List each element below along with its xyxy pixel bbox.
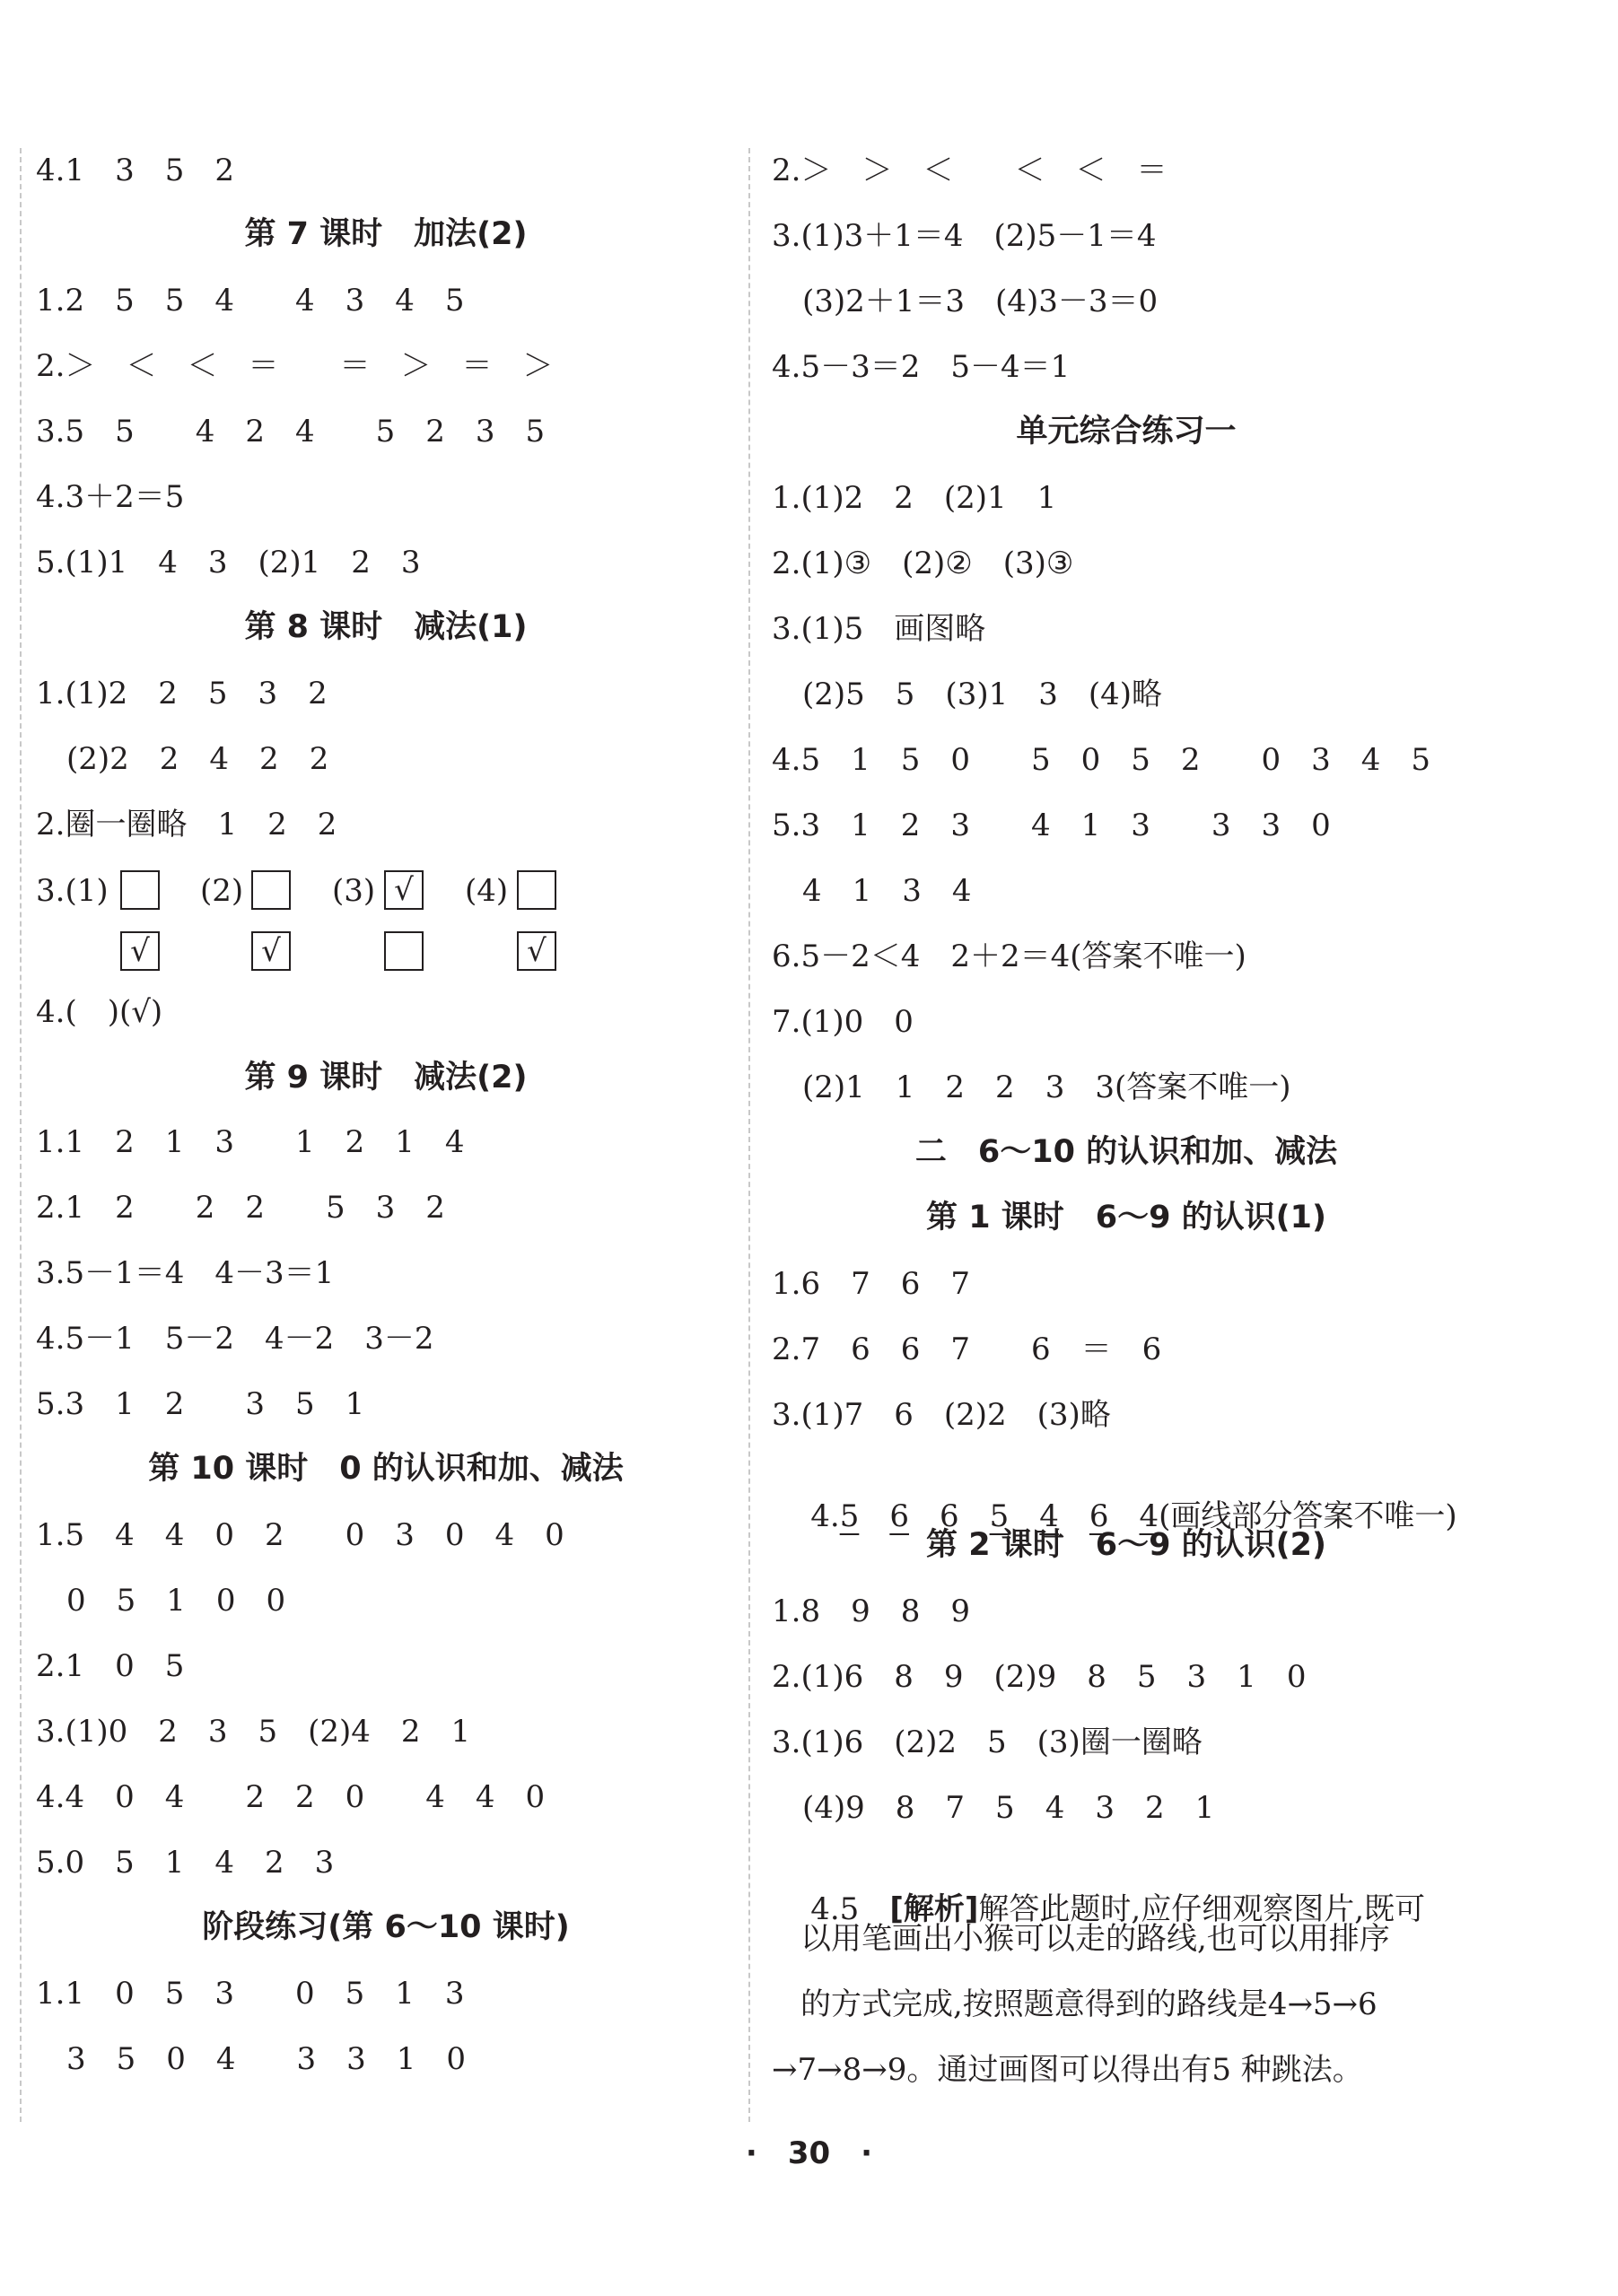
answer-box bbox=[251, 870, 291, 910]
answer-line: 1.1 2 1 3 1 2 1 4 bbox=[36, 1124, 465, 1160]
answer-line: 2.(1)6 8 9 (2)9 8 5 3 1 0 bbox=[772, 1659, 1307, 1695]
answer-line: 2.＞ ＞ ＜ ＜ ＜ ＝ bbox=[772, 153, 1168, 188]
answer-line: 3.5 5 4 2 4 5 2 3 5 bbox=[36, 414, 546, 450]
lesson-heading: 第 7 课时 加法(2) bbox=[244, 216, 528, 252]
option-label: (2) bbox=[200, 873, 244, 909]
underlined-number: 5 bbox=[989, 1498, 1010, 1534]
analysis-text: 的方式完成,按照题意得到的路线是4→5→6 bbox=[800, 1986, 1377, 2022]
question-number: 4. bbox=[810, 1498, 840, 1534]
answer-line: 4.5 1 5 0 5 0 5 2 0 3 4 5 bbox=[772, 742, 1431, 778]
answer-box: √ bbox=[384, 870, 424, 910]
lesson-heading: 第 10 课时 0 的认识和加、减法 bbox=[148, 1451, 624, 1487]
answer-box bbox=[384, 931, 424, 971]
lesson-heading: 第 9 课时 减法(2) bbox=[244, 1060, 528, 1096]
lesson-heading: 阶段练习(第 6～10 课时) bbox=[202, 1909, 570, 1945]
answer-line: 1.2 5 5 4 4 3 4 5 bbox=[36, 283, 465, 319]
question-number: 4.5 bbox=[810, 1891, 890, 1927]
lesson-heading: 第 1 课时 6～9 的认识(1) bbox=[926, 1200, 1326, 1235]
lesson-heading: 第 2 课时 6～9 的认识(2) bbox=[926, 1527, 1326, 1563]
answer-line: 3.(1)6 (2)2 5 (3)圈一圈略 bbox=[772, 1724, 1203, 1760]
answer-line: 1.6 7 6 7 bbox=[772, 1266, 970, 1302]
answer-line: 2.7 6 6 7 6 ＝ 6 bbox=[772, 1331, 1162, 1367]
answer-line: 4.1 3 5 2 bbox=[36, 153, 234, 188]
answer-line: 2.(1)③ (2)② (3)③ bbox=[772, 546, 1074, 581]
answer-line: 1.1 0 5 3 0 5 1 3 bbox=[36, 1976, 465, 2012]
answer-line: 5.3 1 2 3 4 1 3 3 3 0 bbox=[772, 808, 1331, 843]
answer-line: (4)9 8 7 5 4 3 2 1 bbox=[772, 1790, 1215, 1826]
underlined-number: 6 bbox=[889, 1498, 909, 1534]
answer-box: √ bbox=[120, 931, 160, 971]
underlined-number: 4 bbox=[1039, 1498, 1059, 1534]
number: 6 bbox=[939, 1498, 959, 1534]
answer-line: 5.3 1 2 3 5 1 bbox=[36, 1386, 365, 1422]
answer-line: 3.(1)3＋1＝4 (2)5－1＝4 bbox=[772, 218, 1157, 254]
answer-box: √ bbox=[517, 931, 556, 971]
answer-line: 3 5 0 4 3 3 1 0 bbox=[36, 2041, 467, 2077]
column-divider-center bbox=[748, 148, 750, 2122]
answer-line: 4.5－3＝2 5－4＝1 bbox=[772, 349, 1071, 385]
note-text: (画线部分答案不唯一) bbox=[1159, 1498, 1457, 1534]
answer-line: 4.4 0 4 2 2 0 4 4 0 bbox=[36, 1779, 546, 1815]
answer-line: 3.(1)0 2 3 5 (2)4 2 1 bbox=[36, 1714, 471, 1750]
underlined-number: 5 bbox=[839, 1498, 860, 1534]
answer-line-underlined bbox=[772, 1462, 1457, 1534]
answer-line: (2)1 1 2 2 3 3(答案不唯一) bbox=[772, 1069, 1291, 1105]
answer-line: 2.圈一圈略 1 2 2 bbox=[36, 807, 337, 842]
checkbox-answer-group bbox=[36, 869, 736, 976]
analysis-line bbox=[772, 1855, 1426, 1927]
answer-line: 5.0 5 1 4 2 3 bbox=[36, 1845, 335, 1881]
answer-line: 4.5－1 5－2 4－2 3－2 bbox=[36, 1321, 434, 1357]
analysis-tag: [解析] bbox=[889, 1891, 979, 1927]
answer-line: (3)2＋1＝3 (4)3－3＝0 bbox=[772, 284, 1159, 319]
answer-line: 4.( )(√) bbox=[36, 994, 163, 1030]
answer-line: 2.1 2 2 2 5 3 2 bbox=[36, 1190, 445, 1226]
answer-line: 4 1 3 4 bbox=[772, 873, 972, 909]
question-label: 3.(1) bbox=[36, 873, 109, 909]
answer-line: 6.5－2＜4 2＋2＝4(答案不唯一) bbox=[772, 938, 1246, 974]
answer-line: (2)5 5 (3)1 3 (4)略 bbox=[772, 677, 1163, 712]
answer-line: 0 5 1 0 0 bbox=[36, 1583, 286, 1619]
underlined-number: 6 bbox=[1089, 1498, 1109, 1534]
analysis-text: →7→8→9。通过画图可以得出有5 种跳法。 bbox=[772, 2052, 1363, 2088]
answer-box: √ bbox=[251, 931, 291, 971]
answer-line: 3.(1)7 6 (2)2 (3)略 bbox=[772, 1397, 1111, 1433]
option-label: (4) bbox=[465, 873, 509, 909]
chapter-heading: 二 6～10 的认识和加、减法 bbox=[914, 1134, 1338, 1170]
lesson-heading: 第 8 课时 减法(1) bbox=[244, 609, 528, 645]
page-number: · 30 · bbox=[745, 2135, 873, 2171]
answer-line: 1.5 4 4 0 2 0 3 0 4 0 bbox=[36, 1517, 564, 1553]
answer-line: 3.(1)5 画图略 bbox=[772, 611, 986, 647]
analysis-text: 以用笔画出小猴可以走的路线,也可以用排序 bbox=[800, 1921, 1390, 1957]
answer-line: 4.3＋2＝5 bbox=[36, 479, 185, 515]
answer-line: 1.8 9 8 9 bbox=[772, 1593, 970, 1629]
answer-line: 7.(1)0 0 bbox=[772, 1004, 914, 1040]
unit-heading: 单元综合练习一 bbox=[1016, 414, 1237, 450]
answer-line: 3.5－1＝4 4－3＝1 bbox=[36, 1255, 335, 1291]
underlined-number: 4 bbox=[1139, 1498, 1159, 1534]
answer-line: 1.(1)2 2 5 3 2 bbox=[36, 676, 328, 711]
answer-line: 1.(1)2 2 (2)1 1 bbox=[772, 480, 1057, 516]
answer-box bbox=[120, 870, 160, 910]
analysis-text: 解答此题时,应仔细观察图片,既可 bbox=[978, 1891, 1426, 1927]
answer-line: 2.＞ ＜ ＜ ＝ ＝ ＞ ＝ ＞ bbox=[36, 348, 554, 384]
answer-line: (2)2 2 4 2 2 bbox=[36, 741, 329, 777]
answer-line: 2.1 0 5 bbox=[36, 1648, 185, 1684]
answer-line: 5.(1)1 4 3 (2)1 2 3 bbox=[36, 545, 421, 581]
option-label: (3) bbox=[332, 873, 376, 909]
column-divider-left bbox=[20, 148, 22, 2122]
answer-box bbox=[517, 870, 556, 910]
